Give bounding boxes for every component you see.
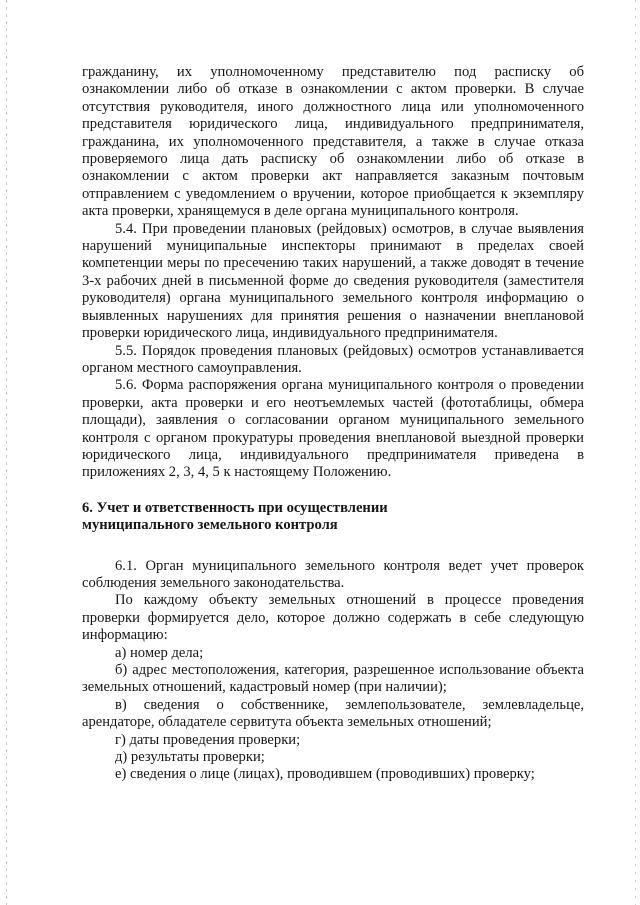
section-title-line-1: 6. Учет и ответственность при осуществлении <box>82 499 388 516</box>
paragraph-5-4: 5.4. При проведении плановых (рейдовых) осмотров, в случае выявления нарушений муниципальные инспекторы принимают в пределах своей компетенции меры по пресечению таких нарушений, а также доводят в течение 3-х рабочих дней в письменной форме до сведения руководителя (заместителя руководителя) органа муниципального земельного контроля информацию о выявленных нарушениях для принятия решения о назначении внеплановой проверки юридического лица, индивидуального предпринимателя. <box>82 220 584 342</box>
paragraph-6-1: 6.1. Орган муниципального земельного контроля ведет учет проверок соблюдения земельного законодательства. <box>82 557 584 591</box>
document-body <box>82 64 584 784</box>
scan-edge-right <box>635 0 636 905</box>
section-6-heading <box>82 500 584 535</box>
list-item-v: в) сведения о собственнике, землепользователе, землевладельце, арендаторе, обладателе сервитута объекта земельных отношений; <box>82 696 584 731</box>
list-item-g: г) даты проведения проверки; <box>115 731 301 748</box>
section-title-line-2: муниципального земельного контроля <box>82 517 338 534</box>
scan-edge-left <box>6 0 7 905</box>
paragraph-act-delivery: гражданину, их уполномоченному представителю под расписку об ознакомлении либо об отказе в ознакомлении с актом проверки. В случае отсутствия руководителя, иного должностного лица или уполномоченного представителя юридического лица, индивидуального предпринимателя, гражданина, их уполномоченного представителя, а также в случае отказа проверяемого лица дать расписку об ознакомлении либо об отказе в ознакомлении с актом проверки акт направляется заказным почтовым отправлением с уведомлением о вручении, которое приобщается к экземпляру акта проверки, хранящемуся в деле органа муниципального контроля. <box>82 64 584 220</box>
list-item-d: д) результаты проверки; <box>115 749 265 766</box>
paragraph-5-5: 5.5. Порядок проведения плановых (рейдовых) осмотров устанавливается органом местного самоуправления. <box>82 342 584 376</box>
paragraph-case-file: По каждому объекту земельных отношений в процессе проведения проверки формируется дело, которое должно содержать в себе следующую информацию: <box>82 592 584 644</box>
list-item-b: б) адрес местоположения, категория, разрешенное использование объекта земельных отношений, кадастровый номер (при наличии); <box>82 662 584 696</box>
list-item-a: а) номер дела; <box>115 644 204 661</box>
paragraph-5-6: 5.6. Форма распоряжения органа муниципального контроля о проведении проверки, акта проверки и его неотъемлемых частей (фототаблицы, обмера площади), заявления о согласовании органом муниципального земельного контроля с органом прокуратуры проведения внеплановой выездной проверки юридического лица, индивидуального предпринимателя приведена в приложениях 2, 3, 4, 5 к настоящему Положению. <box>82 377 584 481</box>
list-item-e: е) сведения о лице (лицах), проводившем (проводивших) проверку; <box>115 766 535 783</box>
